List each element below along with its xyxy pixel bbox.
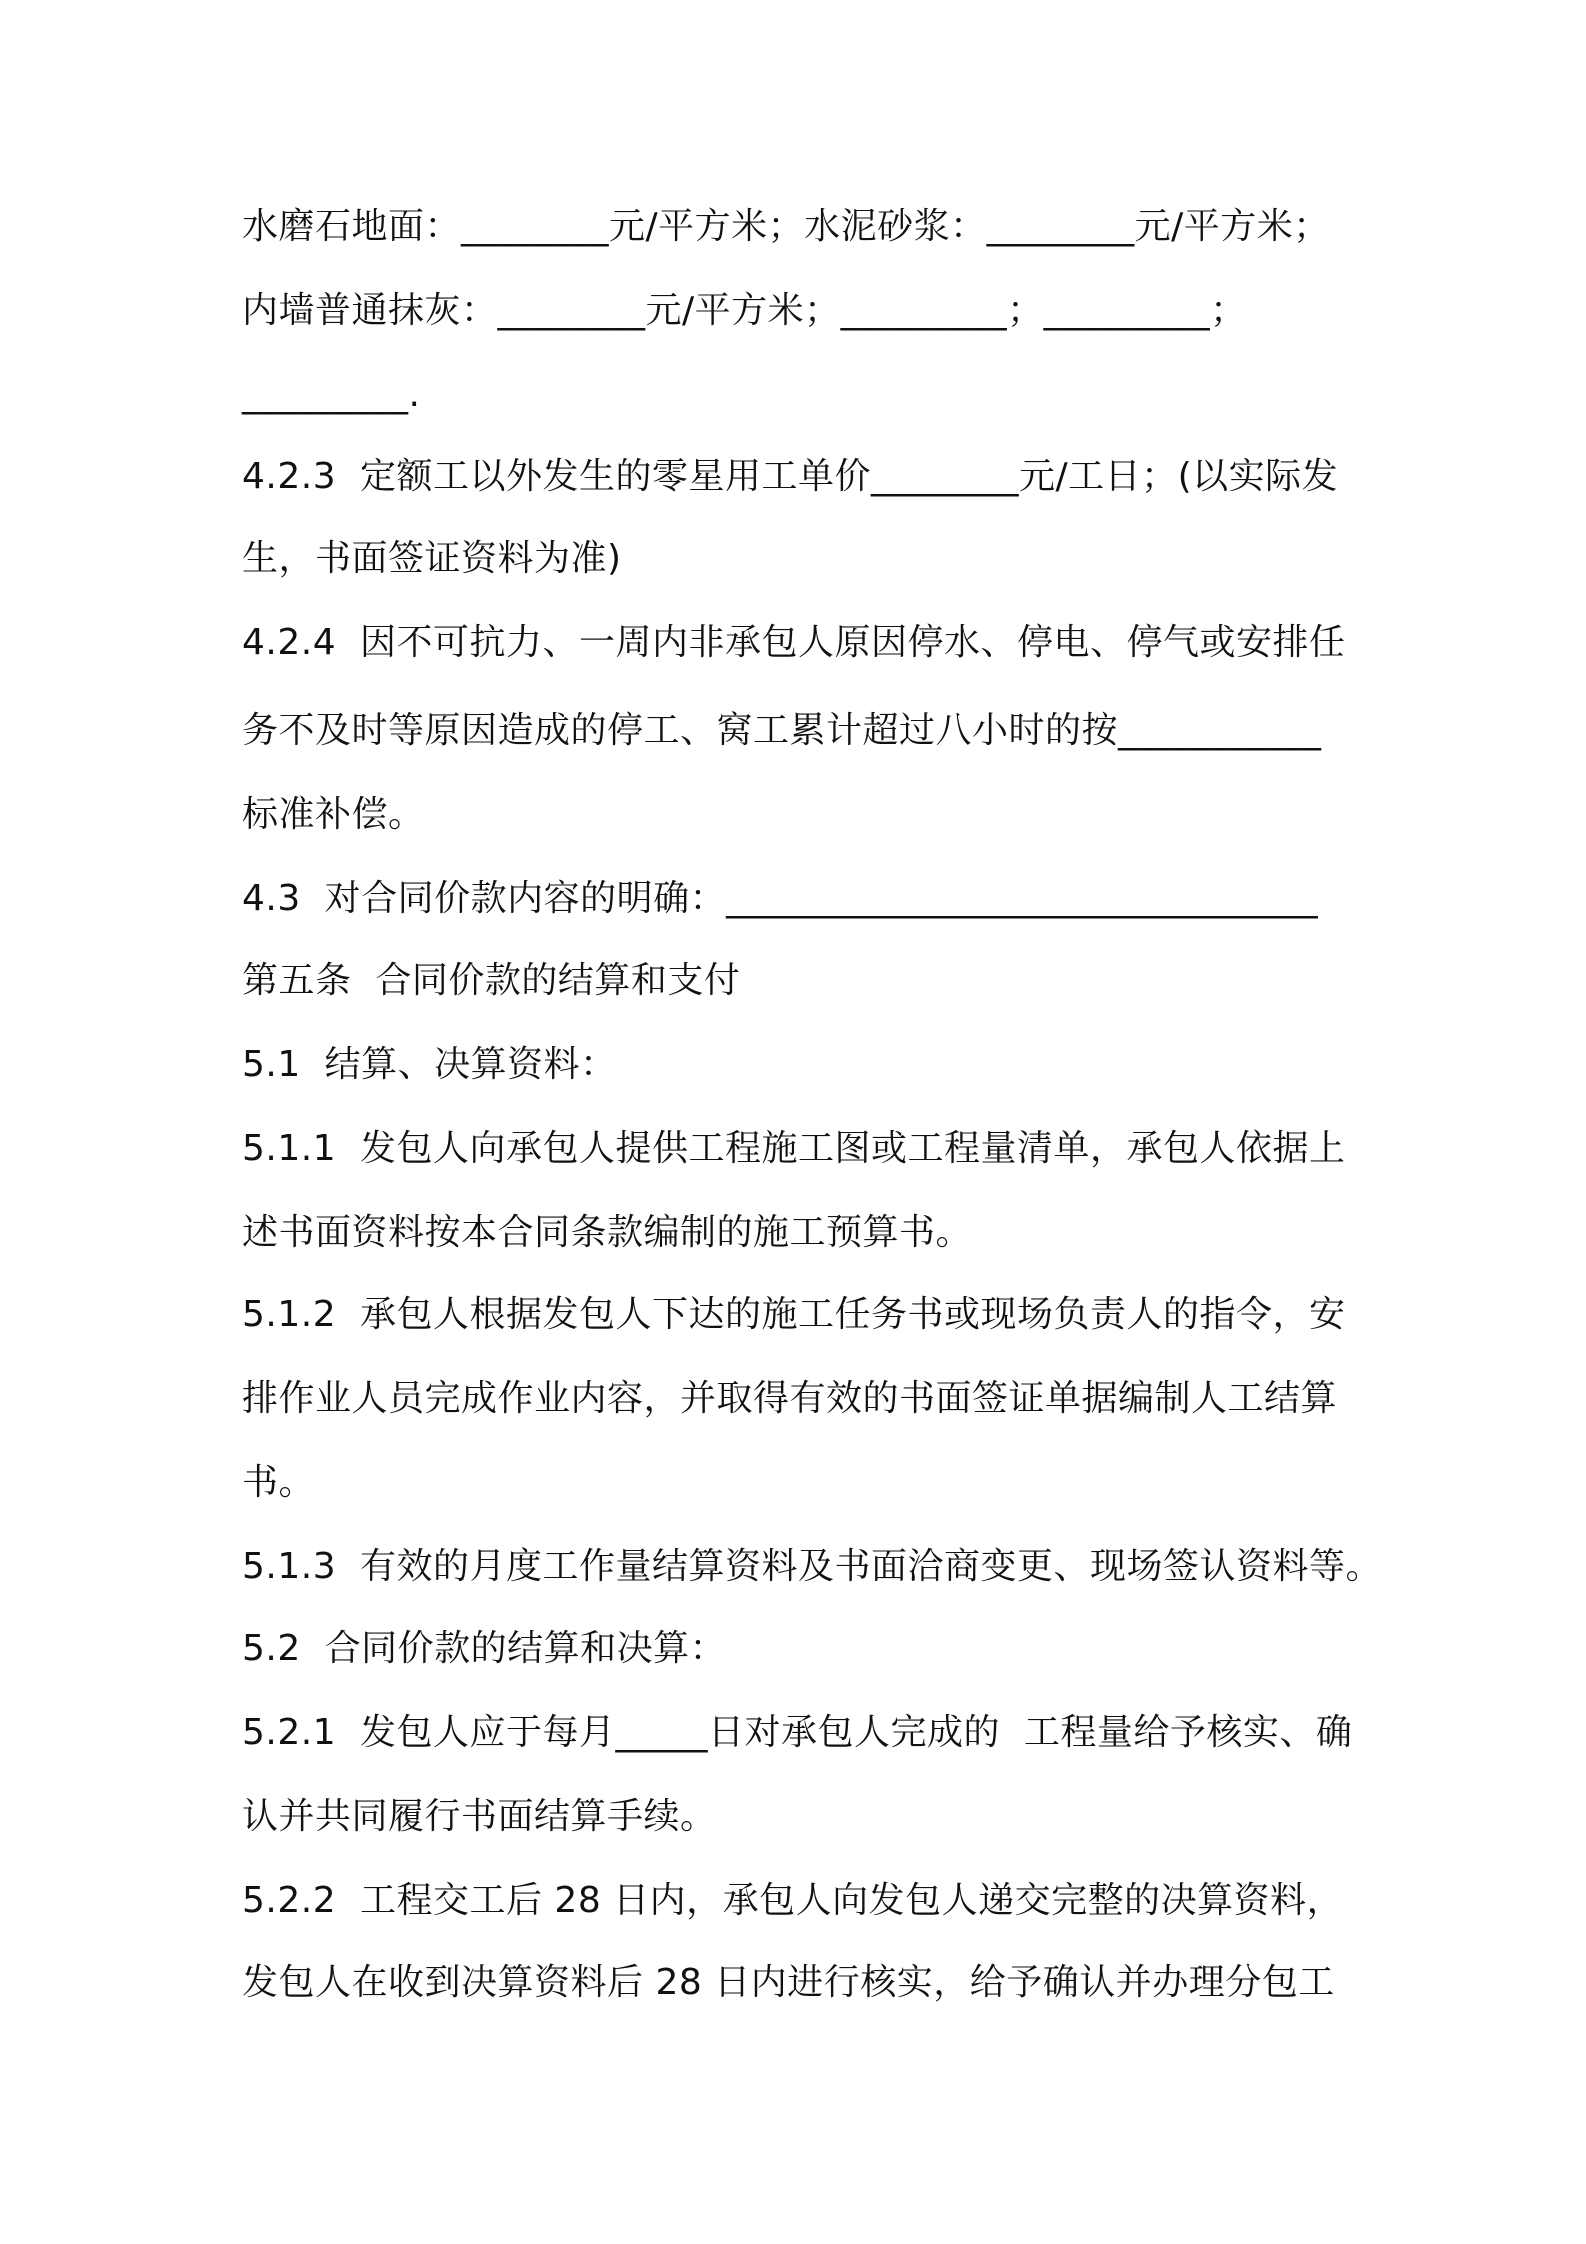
text-line-12: 5.1.1 发包人向承包人提供工程施工图或工程量清单，承包人依据上 (242, 1128, 1346, 1169)
text-line-9: 4.3 对合同价款内容的明确：________________________________ (242, 878, 1319, 919)
text-line-19: 5.2.1 发包人应于每月_____日对承包人完成的 工程量给予核实、确 (242, 1712, 1353, 1753)
text-line-1: 水磨石地面：________元/平方米；水泥砂浆：________元/平方米； (242, 206, 1330, 247)
text-line-18: 5.2 合同价款的结算和决算： (242, 1628, 727, 1669)
text-line-14: 5.1.2 承包人根据发包人下达的施工任务书或现场负责人的指令，安 (242, 1294, 1346, 1335)
text-line-13: 述书面资料按本合同条款编制的施工预算书。 (242, 1212, 973, 1253)
text-line-3: _________. (242, 374, 421, 415)
text-line-7: 务不及时等原因造成的停工、窝工累计超过八小时的按___________ (242, 710, 1322, 751)
text-line-6: 4.2.4 因不可抗力、一周内非承包人原因停水、停电、停气或安排任 (242, 622, 1346, 663)
text-line-8: 标准补偿。 (242, 794, 425, 835)
text-line-20: 认并共同履行书面结算手续。 (242, 1796, 717, 1837)
text-line-2: 内墙普通抹灰：________元/平方米；_________；_________； (242, 290, 1247, 331)
text-line-16: 书。 (242, 1462, 316, 1503)
text-line-17: 5.1.3 有效的月度工作量结算资料及书面洽商变更、现场签认资料等。 (242, 1546, 1382, 1587)
text-line-4: 4.2.3 定额工以外发生的零星用工单价________元/工日；(以实际发 (242, 456, 1339, 497)
text-line-15: 排作业人员完成作业内容，并取得有效的书面签证单据编制人工结算 (242, 1378, 1338, 1419)
text-line-11: 5.1 结算、决算资料： (242, 1044, 617, 1085)
section-heading: 第五条 合同价款的结算和支付 (242, 960, 741, 1001)
text-line-21: 5.2.2 工程交工后 28 日内，承包人向发包人递交完整的决算资料， (242, 1880, 1344, 1921)
text-line-22: 发包人在收到决算资料后 28 日内进行核实，给予确认并办理分包工 (242, 1962, 1335, 2003)
text-line-5: 生，书面签证资料为准) (242, 538, 622, 579)
